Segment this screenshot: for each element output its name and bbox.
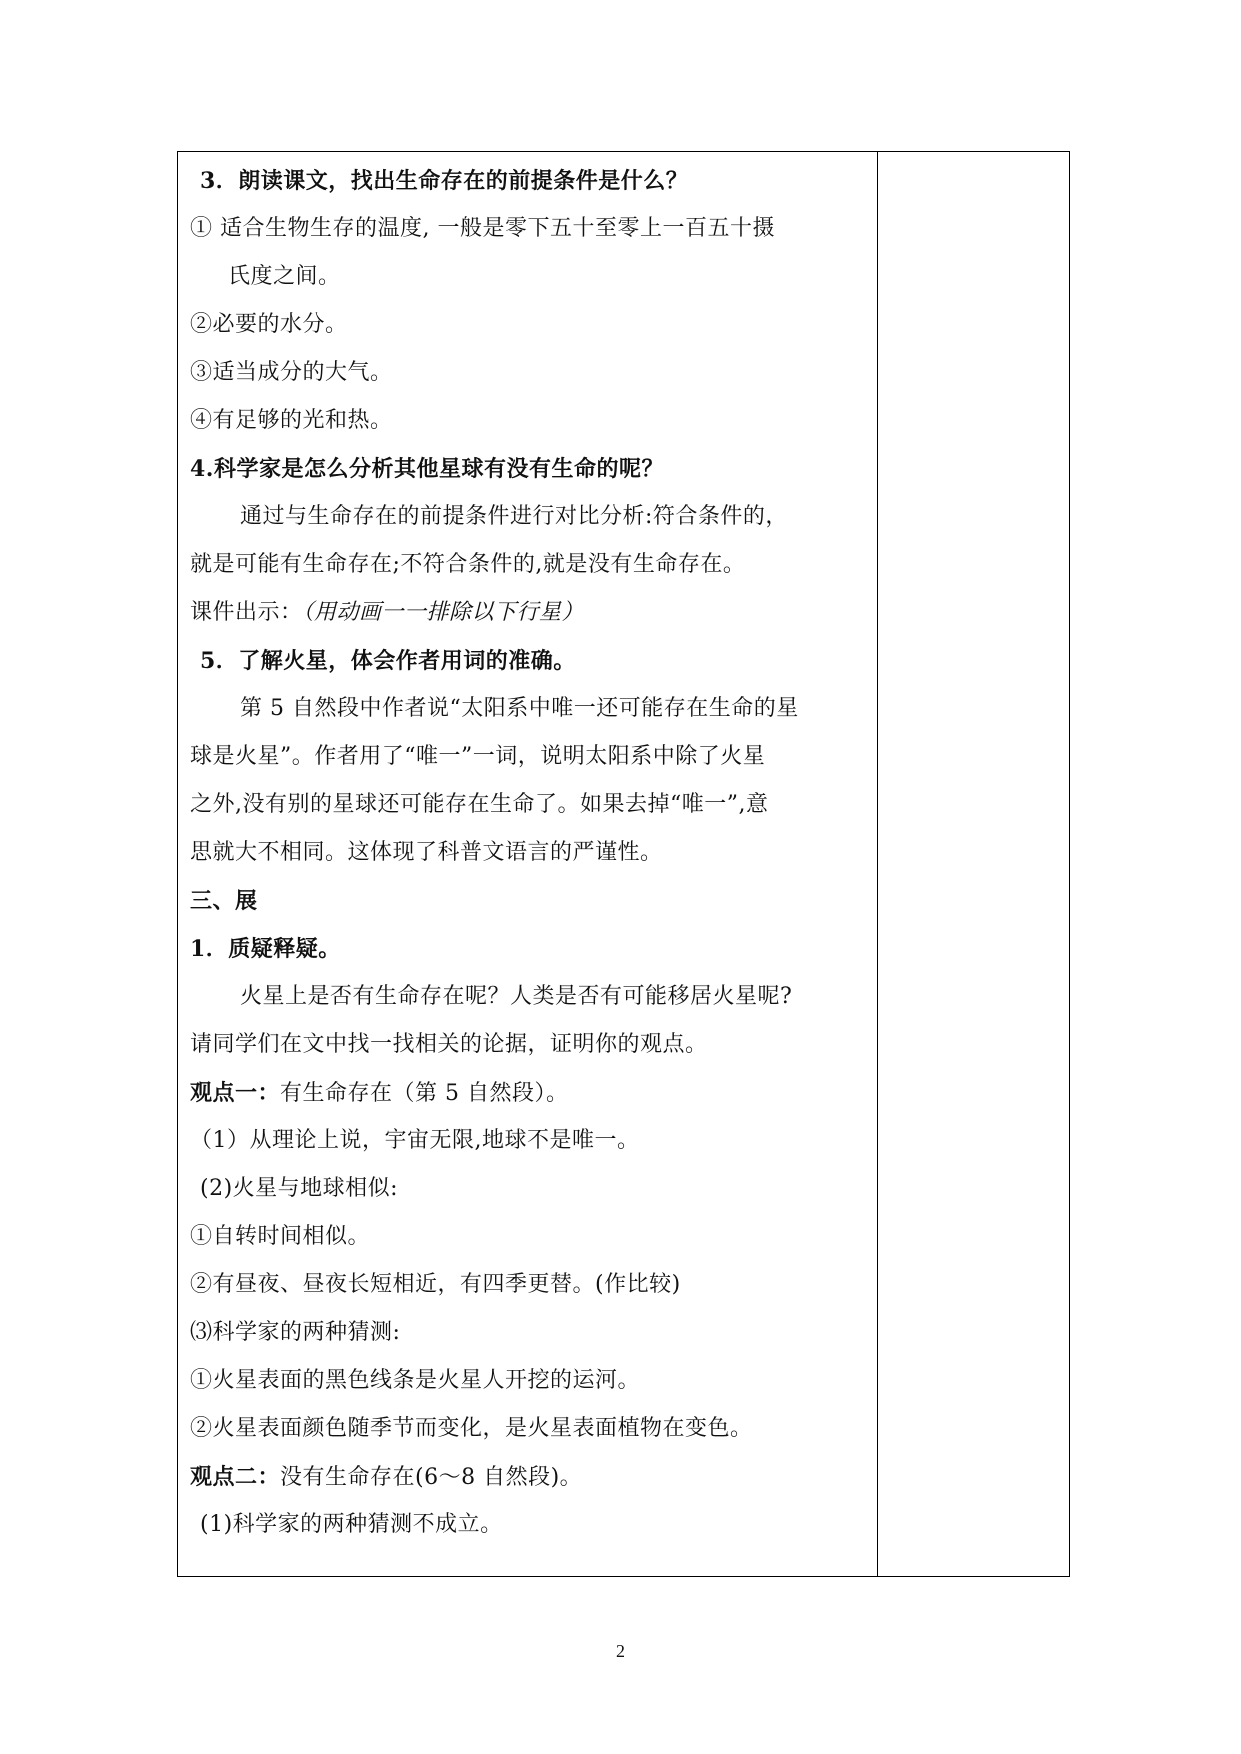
courseware-note-prefix: 课件出示： xyxy=(190,600,303,625)
section5-para-line2: 球是火星”。作者用了“唯一”一词，说明太阳系中除了火星 xyxy=(190,744,766,769)
section4-heading: 4.科学家是怎么分析其他星球有没有生命的呢？ xyxy=(190,456,664,482)
view1-label: 观点一： xyxy=(190,1080,281,1106)
view1-point2-item2: ②有昼夜、昼夜长短相近，有四季更替。(作比较) xyxy=(190,1272,681,1297)
section5-para-line1: 第 5 自然段中作者说“太阳系中唯一还可能存在生命的星 xyxy=(240,696,799,721)
view1 xyxy=(190,1078,569,1109)
view1-point2-item1: ①自转时间相似。 xyxy=(190,1224,371,1249)
view2-label: 观点二： xyxy=(190,1464,281,1490)
section5-para-line3: 之外,没有别的星球还可能存在生命了。如果去掉“唯一”,意 xyxy=(190,792,769,817)
view1-text: 有生命存在（第 5 自然段）。 xyxy=(280,1081,569,1106)
page-number: 2 xyxy=(616,1641,625,1661)
courseware-note xyxy=(190,598,584,628)
lesson-table xyxy=(177,151,1070,1577)
section5-heading: 5．了解火星，体会作者用词的准确。 xyxy=(200,648,576,674)
view2-point1: (1)科学家的两种猜测不成立。 xyxy=(200,1512,503,1537)
section5-para-line4: 思就大不相同。这体现了科普文语言的严谨性。 xyxy=(190,840,663,865)
view2-text: 没有生命存在(6～8 自然段)。 xyxy=(280,1465,583,1490)
question-line2: 请同学们在文中找一找相关的论据，证明你的观点。 xyxy=(190,1032,708,1057)
view1-point3-item1: ①火星表面的黑色线条是火星人开挖的运河。 xyxy=(190,1368,641,1393)
view1-point3-item2: ②火星表面颜色随季节而变化，是火星表面植物在变色。 xyxy=(190,1416,753,1441)
part3-sub1: 1．质疑释疑。 xyxy=(190,936,341,962)
view2 xyxy=(190,1462,582,1493)
section3-item3: ③适当成分的大气。 xyxy=(190,360,393,385)
column-divider xyxy=(877,152,878,1576)
section3-item1: ① 适合生物生存的温度, 一般是零下五十至零上一百五十摄 xyxy=(190,216,775,241)
section3-heading: 3．朗读课文，找出生命存在的前提条件是什么？ xyxy=(200,168,689,194)
view1-point1: （1）从理论上说，宇宙无限,地球不是唯一。 xyxy=(190,1128,640,1153)
section3-item4: ④有足够的光和热。 xyxy=(190,408,393,433)
part3-heading: 三、展 xyxy=(190,888,258,914)
section3-item1-cont: 氏度之间。 xyxy=(228,264,341,289)
view1-point3: ⑶科学家的两种猜测: xyxy=(190,1320,401,1345)
view1-point2: (2)火星与地球相似: xyxy=(200,1176,399,1201)
question-line1: 火星上是否有生命存在呢？人类是否有可能移居火星呢? xyxy=(240,984,793,1009)
section4-para-line2: 就是可能有生命存在;不符合条件的,就是没有生命存在。 xyxy=(190,552,746,577)
section4-para-line1: 通过与生命存在的前提条件进行对比分析:符合条件的， xyxy=(240,504,788,529)
courseware-note-body: （用动画一一排除以下行星） xyxy=(302,600,585,625)
section3-item2: ②必要的水分。 xyxy=(190,312,348,337)
